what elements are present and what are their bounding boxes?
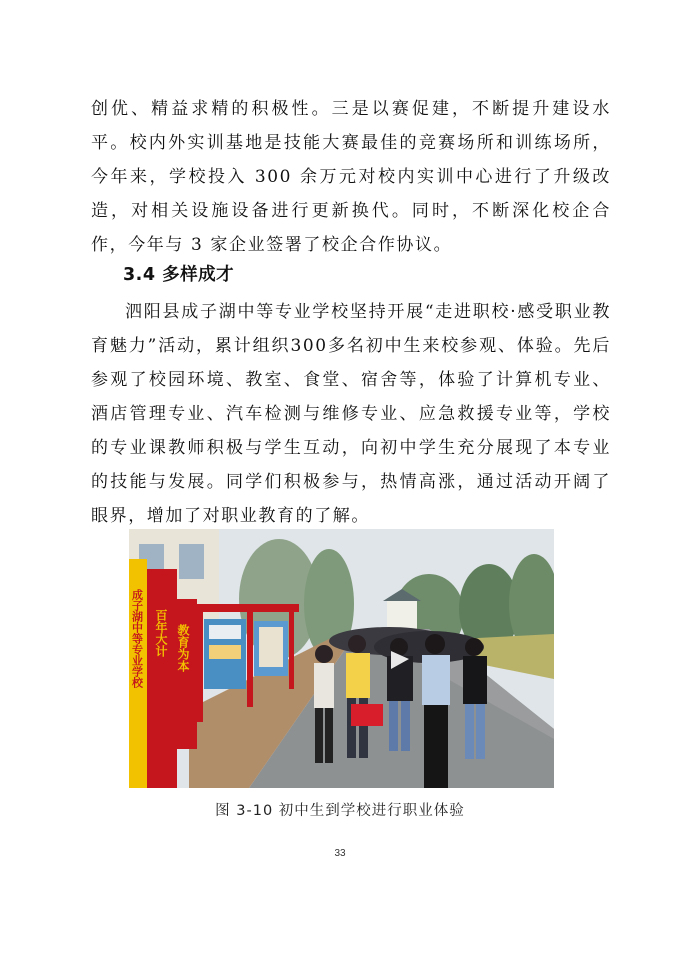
photo-illustration: [129, 529, 554, 788]
banner-slogan-left: 百年大计: [154, 609, 168, 657]
paragraph-continuation: 创优、精益求精的积极性。三是以赛促建，不断提升建设水平。校内外实训基地是技能大赛最佳的竞赛场所和训练场所，今年来，学校投入 300 余万元对校内实训中心进行了升级改造，对相关设施设备进行更新换代。同时，不断深化校企合作，今年与 3 家企业签署了校企合作协议。: [91, 99, 611, 255]
page-number: 33: [334, 848, 346, 859]
paragraph-activity: 泗阳县成子湖中等专业学校坚持开展“走进职校·感受职业教育魅力”活动，累计组织300多名初中生来校参观、体验。先后参观了校园环境、教室、食堂、宿舍等，体验了计算机专业、酒店管理专业、汽车检测与维修专业、应急救援专业等，学校的专业课教师积极与学生互动，向初中学生充分展现了本专业的技能与发展。同学们积极参与，热情高涨，通过活动开阔了眼界，增加了对职业教育的了解。: [91, 302, 611, 526]
figure-photo: [129, 529, 554, 788]
section-heading: 3.4 多样成才: [123, 265, 235, 285]
banner-school-name: 成子湖中等专业学校: [130, 589, 144, 688]
banner-slogan-right: 教育为本: [176, 624, 190, 672]
figure-caption: 图 3-10 初中生到学校进行职业体验: [215, 803, 465, 819]
